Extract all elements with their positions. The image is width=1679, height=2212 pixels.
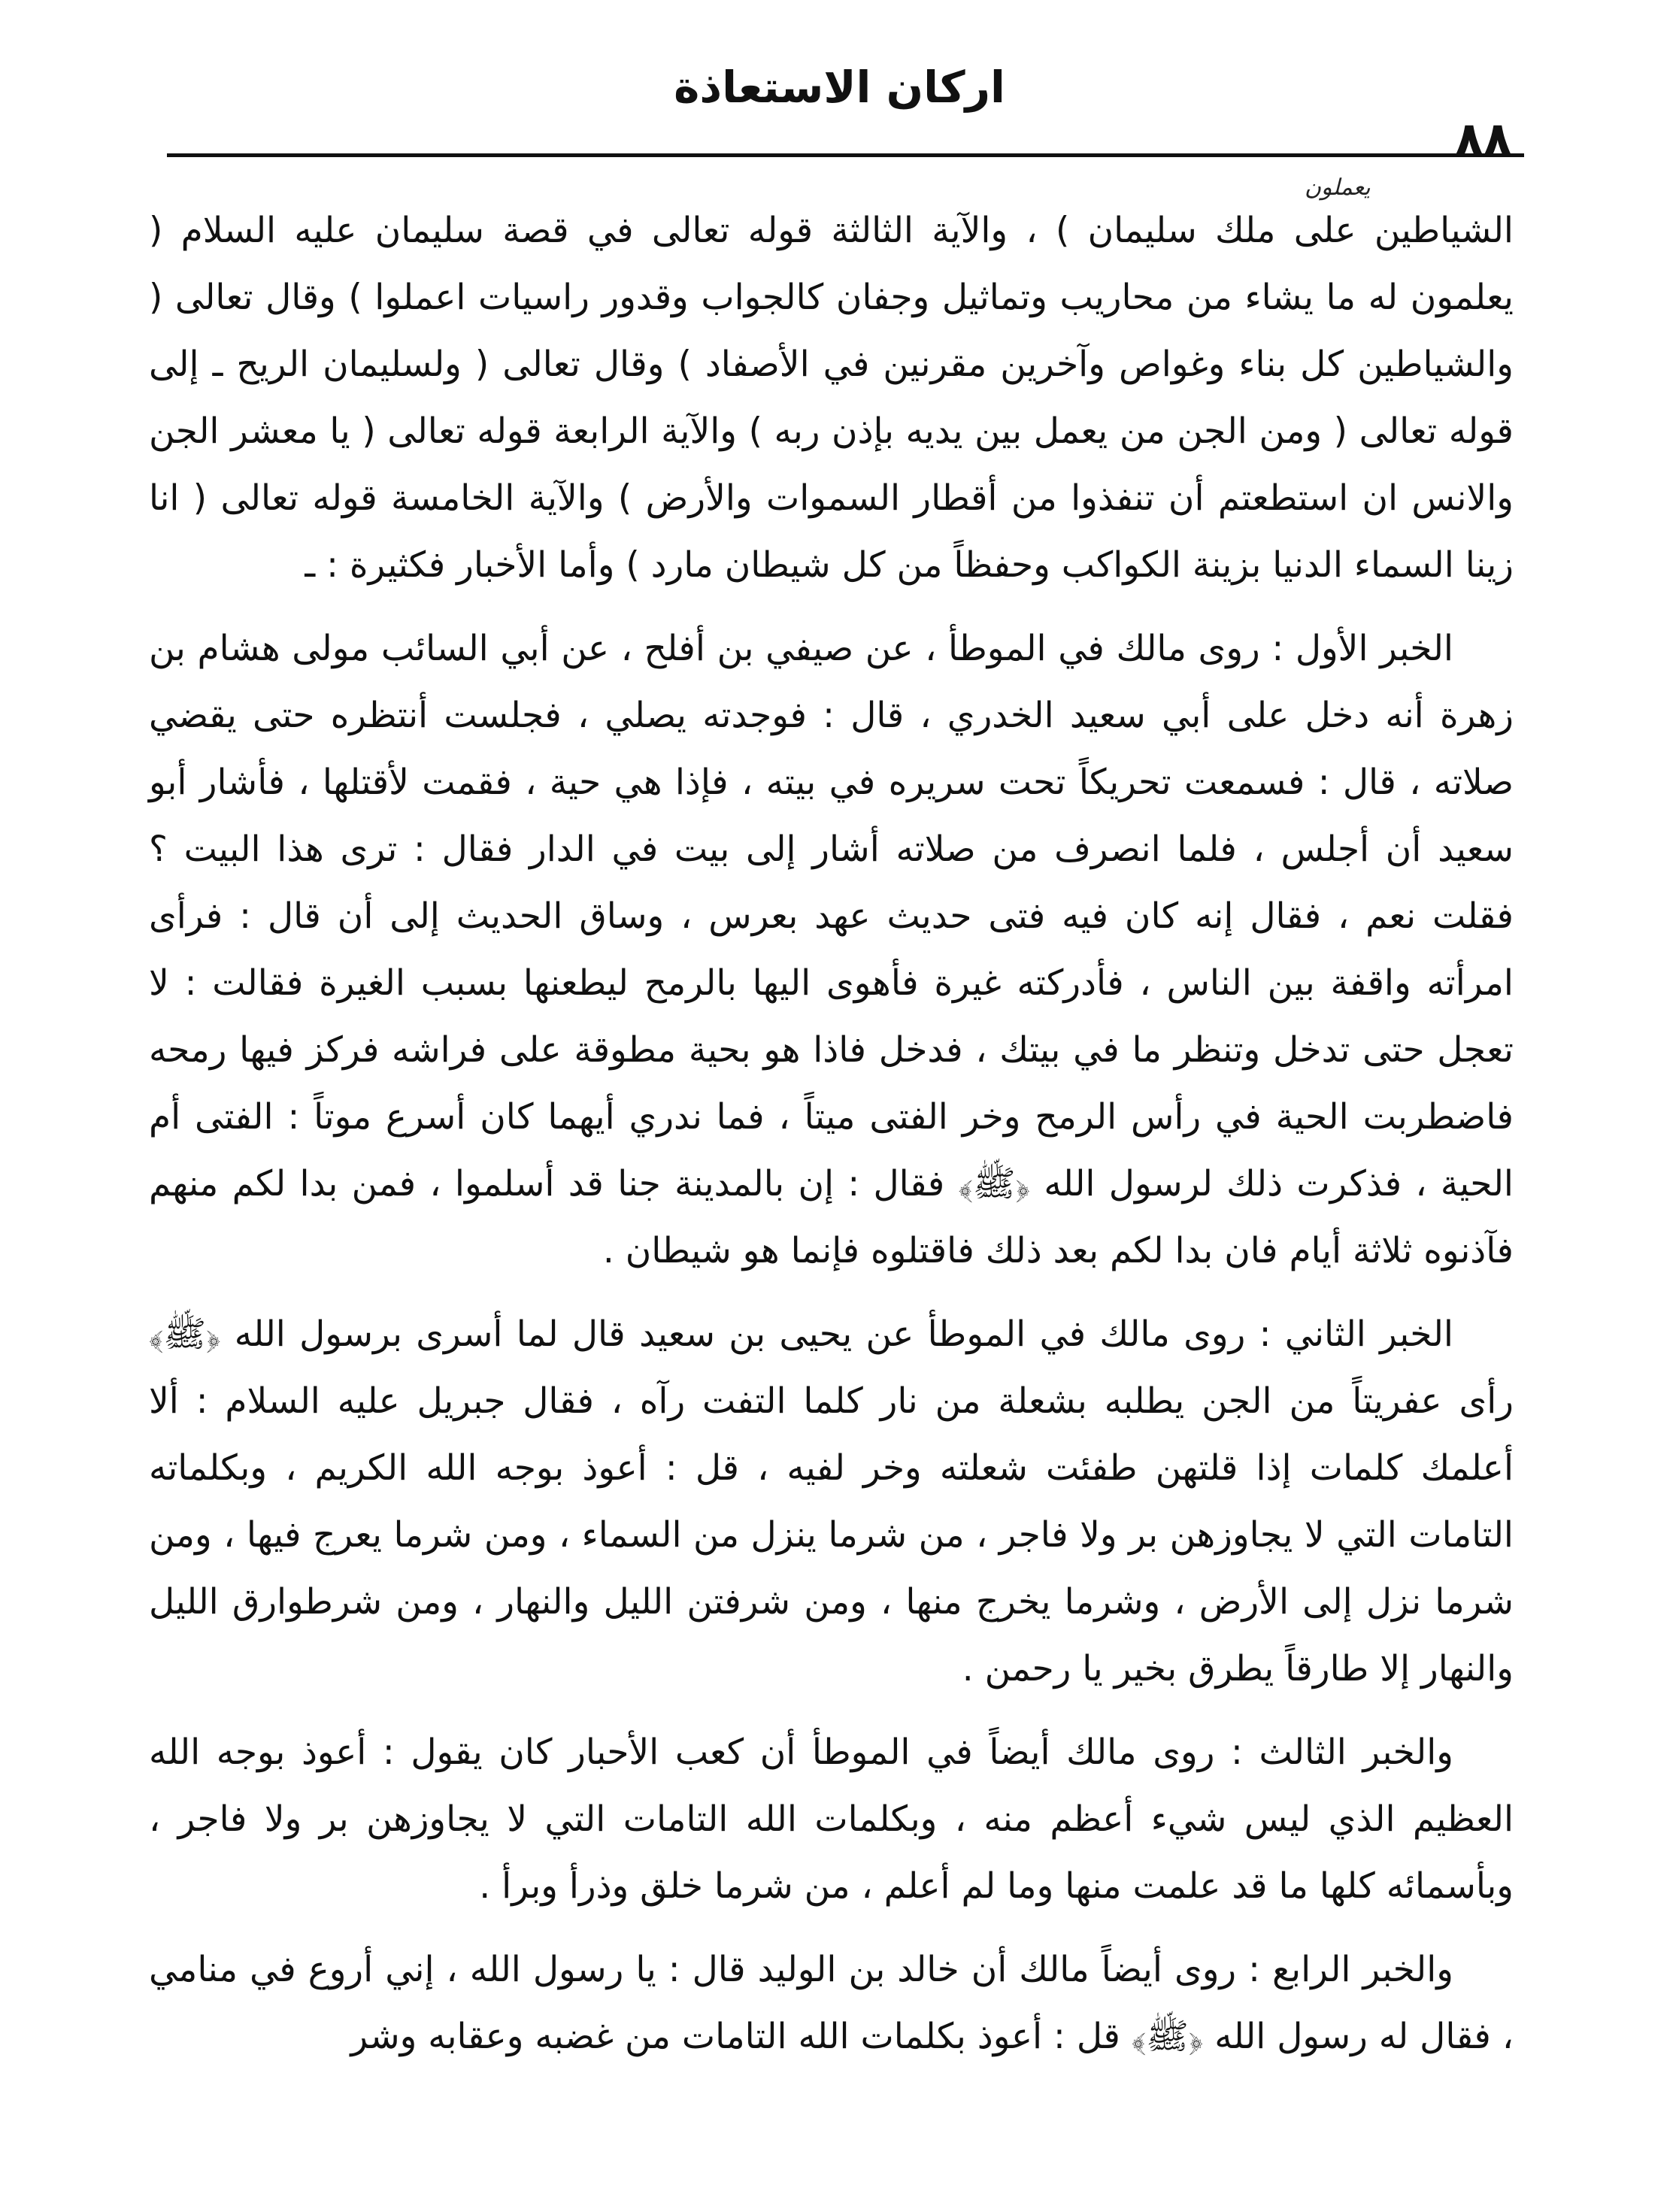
page-number: ٨٨ <box>1455 111 1512 166</box>
paragraph-fourth-report: والخبر الرابع : روى أيضاً مالك أن خالد بن الوليد قال : يا رسول الله ، إني أروع في منامي ، فقال له رسول الله ﴿ﷺ﴾ قل : أعوذ بكلمات الله التامات من غضبه وعقابه وشر <box>149 1949 1514 2057</box>
running-title: اركان الاستعاذة <box>674 62 1005 113</box>
paragraph-quranic-verses: الشياطين على ملك سليمان ) ، والآية الثالثة قوله تعالى في قصة سليمان عليه السلام ( يعلمون له ما يشاء من محاريب وتماثيل وجفان كالجواب وقدور راسيات اعملوا ) وقال تعالى ( والشياطين كل بناء وغواص وآخرين مقرنين في الأصفاد ) وقال تعالى ( ولسليمان الريح ـ إلى قوله تعالى ( ومن الجن من يعمل بين يديه بإذن ربه ) والآية الرابعة قوله تعالى ( يا معشر الجن والانس ان استطعتم أن تنفذوا من أقطار السموات والأرض ) والآية الخامسة قوله تعالى ( انا زينا السماء الدنيا بزينة الكواكب وحفظاً من كل شيطان مارد ) وأما الأخبار فكثيرة : ـ <box>149 210 1514 586</box>
header-rule <box>167 153 1524 157</box>
handwritten-correction: يعملون <box>1305 174 1371 201</box>
paragraph-first-report: الخبر الأول : روى مالك في الموطأ ، عن صيفي بن أفلح ، عن أبي السائب مولى هشام بن زهرة أنه دخل على أبي سعيد الخدري ، قال : فوجدته يصلي ، فجلست أنتظره حتى يقضي صلاته ، قال : فسمعت تحريكاً تحت سريره في بيته ، فإذا هي حية ، فقمت لأقتلها ، فأشار أبو سعيد أن أجلس ، فلما انصرف من صلاته أشار إلى بيت في الدار فقال : ترى هذا البيت ؟ فقلت نعم ، فقال إنه كان فيه فتى حديث عهد بعرس ، وساق الحديث إلى أن قال : فرأى امرأته واقفة بين الناس ، فأدركته غيرة فأهوى اليها بالرمح ليطعنها بسبب الغيرة فقالت : لا تعجل حتى تدخل وتنظر ما في بيتك ، فدخل فاذا هو بحية مطوقة على فراشه فركز فيها رمحه فاضطربت الحية في رأس الرمح وخر الفتى ميتاً ، فما ندري أيهما كان أسرع موتاً : الفتى أم الحية ، فذكرت ذلك لرسول الله ﴿ﷺ﴾ فقال : إن بالمدينة جنا قد أسلموا ، فمن بدا لكم منهم فآذنوه ثلاثة أيام فان بدا لكم بعد ذلك فاقتلوه فإنما هو شيطان . <box>149 628 1514 1271</box>
paragraph-third-report: والخبر الثالث : روى مالك أيضاً في الموطأ أن كعب الأحبار كان يقول : أعوذ بوجه الله العظيم الذي ليس شيء أعظم منه ، وبكلمات الله التامات التي لا يجاوزهن بر ولا فاجر ، وبأسمائه كلها ما قد علمت منها وما لم أعلم ، من شرما خلق وذرأ وبرأ . <box>149 1732 1514 1907</box>
paragraph-second-report: الخبر الثاني : روى مالك في الموطأ عن يحيى بن سعيد قال لما أسرى برسول الله ﴿ﷺ﴾ رأى عفريتاً من الجن يطلبه بشعلة من نار كلما التفت رآه ، فقال جبريل عليه السلام : ألا أعلمك كلمات إذا قلتهن طفئت شعلته وخر لفيه ، قل : أعوذ بوجه الله الكريم ، وبكلماته التامات التي لا يجاوزهن بر ولا فاجر ، من شرما ينزل من السماء ، ومن شرما يعرج فيها ، ومن شرما نزل إلى الأرض ، وشرما يخرج منها ، ومن شرفتن الليل والنهار ، ومن شرطوارق الليل والنهار إلا طارقاً يطرق بخير يا رحمن . <box>149 1314 1514 1689</box>
body-text <box>149 197 1514 2086</box>
